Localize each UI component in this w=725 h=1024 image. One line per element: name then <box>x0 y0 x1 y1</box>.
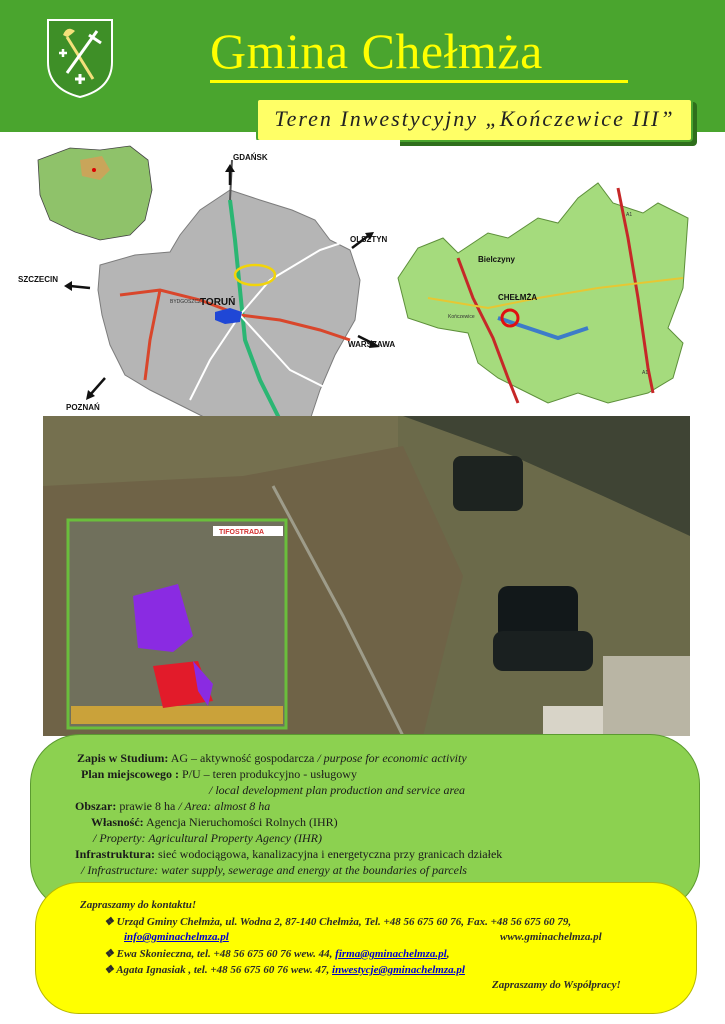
label-szczecin: SZCZECIN <box>18 275 58 284</box>
infra-value: sieć wodociągowa, kanalizacyjna i energetyczna przy granicach działek <box>158 847 503 861</box>
person1-email-link[interactable]: firma@gminachelmza.pl <box>335 948 447 960</box>
label-gdansk: GDAŃSK <box>233 153 268 162</box>
page-subtitle: Teren Inwestycyjny „Kończewice III” <box>274 106 675 131</box>
label-olsztyn: OLSZTYN <box>350 235 388 244</box>
owner-line <box>91 815 338 830</box>
person1-text: Ewa Skonieczna, tel. +48 56 675 60 76 wew. 44, <box>116 948 333 960</box>
office-address: Urząd Gminy Chełmża, ul. Wodna 2, 87-140 Chełmża, Tel. +48 56 675 60 76, Fax. +48 56 675 60 79, <box>116 916 572 928</box>
person1-email-comma: , <box>446 948 450 960</box>
gmina-map <box>398 178 690 418</box>
website-link[interactable]: www.gminachelmza.pl <box>500 931 602 943</box>
label-bydgoszcz: BYDGOSZCZ <box>170 299 202 305</box>
studium-line <box>77 751 467 766</box>
studium-label: Zapis w Studium: <box>77 751 169 765</box>
plan-label: Plan miejscowego : <box>81 767 179 781</box>
person2-email-link[interactable]: inwestycje@gminachelmza.pl <box>332 964 465 976</box>
label-chelmza: CHEŁMŻA <box>498 293 538 302</box>
studium-value: AG – aktywność gospodarcza <box>170 751 315 765</box>
label-poznan: POZNAŃ <box>66 403 100 412</box>
label-konczewice: Kończewice <box>448 314 475 320</box>
bullet-icon: ❖ <box>104 948 114 960</box>
owner-en: / Property: Agricultural Property Agency (IHR) <box>93 831 322 845</box>
owner-value: Agencja Nieruchomości Rolnych (IHR) <box>146 815 338 829</box>
contact-person2-line <box>104 963 465 976</box>
plan-en-line <box>209 783 465 798</box>
infra-label: Infrastruktura: <box>75 847 155 861</box>
infra-line <box>75 847 502 862</box>
office-email-link[interactable]: info@gminachelmza.pl <box>124 931 229 943</box>
label-a1-north: A1 <box>626 212 633 218</box>
contact-office-line <box>104 915 571 928</box>
contact-panel <box>35 882 697 1014</box>
label-warszawa: WARSZAWA <box>348 340 396 349</box>
label-a1-south: A1 <box>642 370 649 376</box>
area-value: prawie 8 ha <box>119 799 176 813</box>
plan-en: / local development plan production and service area <box>209 783 466 797</box>
title-underline <box>210 80 628 83</box>
coat-of-arms-icon <box>45 17 115 99</box>
subtitle-banner <box>256 98 693 142</box>
site-plan-inset <box>68 520 286 728</box>
contact-heading: Zapraszamy do kontaktu! <box>80 899 197 911</box>
area-label: Obszar: <box>75 799 117 813</box>
area-line <box>75 799 270 814</box>
owner-en-line <box>93 831 322 846</box>
bullet-icon: ❖ <box>104 916 114 928</box>
studium-en: / purpose for economic activity <box>317 751 467 765</box>
page-title: Gmina Chełmża <box>210 23 543 79</box>
label-torun: TORUŃ <box>200 297 236 308</box>
plan-line <box>81 767 357 782</box>
aerial-badge: TIFOSTRADA <box>219 529 265 536</box>
label-bielczyny: Bielczyny <box>478 255 515 264</box>
aerial-photo <box>43 416 690 736</box>
person2-text: Agata Ignasiak , tel. +48 56 675 60 76 wew. 47, <box>116 964 330 976</box>
closing-text: Zapraszamy do Współpracy! <box>492 979 621 991</box>
infra-en: / Infrastructure: water supply, sewerage and energy at the boundaries of parcels <box>81 863 467 877</box>
contact-person1-line <box>104 947 449 960</box>
infra-en-line <box>81 863 467 878</box>
plan-value: P/U – teren produkcyjno - usługowy <box>181 767 357 781</box>
area-en: / Area: almost 8 ha <box>178 799 271 813</box>
office-email-line <box>124 931 229 943</box>
bullet-icon: ❖ <box>104 964 114 976</box>
owner-label: Własność: <box>91 815 144 829</box>
